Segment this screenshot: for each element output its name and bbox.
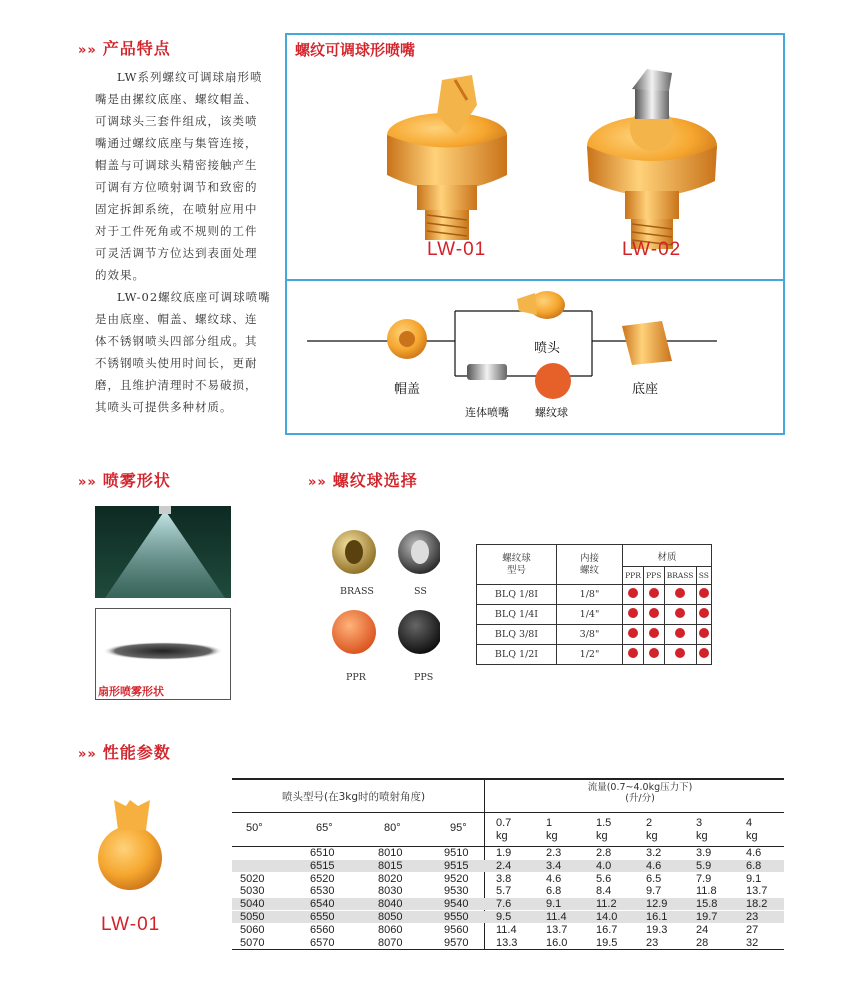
table-cell: 5040 [240, 898, 265, 911]
availability-cell [696, 645, 711, 665]
table-cell: 5030 [240, 885, 265, 898]
table-cell: 3.4 [546, 859, 562, 872]
availability-cell [644, 645, 664, 665]
available-dot-icon [649, 608, 659, 618]
availability-cell [623, 625, 644, 645]
table-cell: 2.4 [496, 859, 512, 872]
features-line: 其喷头可提供多种材质。 [95, 400, 233, 414]
table-cell: 5050 [240, 911, 265, 923]
pressure-header: 1 kg [546, 817, 558, 842]
table-cell: 1.9 [496, 847, 512, 859]
fan-spray-pattern [96, 609, 230, 679]
table-cell: 24 [696, 923, 709, 936]
pressure-header: 3 kg [696, 817, 708, 842]
table-cell: 8030 [378, 885, 403, 898]
table-cell: 2.3 [546, 847, 562, 859]
table-cell: 9540 [444, 898, 469, 911]
table-cell: 6560 [310, 923, 335, 936]
features-line: 可调球头三套件组成，该类喷 [95, 114, 258, 128]
pressure-header: 2 kg [646, 817, 658, 842]
cell-model: BLQ 1/8I [477, 585, 557, 605]
table-cell: 6510 [310, 847, 335, 859]
table-cell: 23 [746, 911, 759, 923]
performance-model-label: LW-01 [101, 914, 161, 935]
table-cell: 11.2 [596, 898, 617, 911]
ball-select-table [476, 544, 712, 665]
table-row [477, 585, 712, 605]
availability-cell [623, 585, 644, 605]
table-cell: 6.8 [746, 859, 762, 872]
features-line: 嘴是由摞纹底座、螺纹帽盖、 [95, 92, 258, 106]
table-cell: 19.5 [596, 936, 618, 949]
table-row [477, 645, 712, 665]
table-cell: 15.8 [696, 898, 718, 911]
features-line: 不锈钢喷头使用时间长，更耐 [95, 356, 258, 370]
features-title: 产品特点 [102, 39, 171, 58]
availability-cell [696, 605, 711, 625]
table-cell: 6.8 [546, 885, 562, 898]
availability-cell [664, 645, 696, 665]
table-cell: 4.6 [646, 859, 662, 872]
table-cell: 8015 [378, 859, 403, 872]
arrow-icon: »» [78, 43, 97, 58]
table-cell: 32 [746, 936, 759, 949]
cell-thread: 1/4" [557, 605, 623, 625]
availability-cell [623, 605, 644, 625]
features-line: 的效果。 [95, 268, 145, 282]
features-line: 对于工件死角或不规则的工件 [95, 224, 258, 238]
th-material: 材质 [623, 545, 712, 567]
features-line: LW-02螺纹底座可调球喷嘴 [117, 290, 271, 304]
arrow-icon: »» [308, 475, 327, 490]
th-sub-ss: SS [696, 567, 711, 585]
features-line: 磨，且维护清理时不易破损， [95, 378, 258, 392]
arrow-icon: »» [78, 747, 97, 762]
th-model: 螺纹球 型号 [477, 545, 557, 585]
table-cell: 11.4 [496, 923, 517, 936]
features-line: 可灵活调节方位达到表面处理 [95, 246, 258, 260]
table-cell: 6540 [310, 898, 335, 911]
table-cell: 9530 [444, 885, 469, 898]
th-sub-brass: BRASS [664, 567, 696, 585]
table-cell: 6530 [310, 885, 335, 898]
head-label: 喷头 [534, 341, 561, 356]
ppr-ball-icon [332, 610, 376, 654]
table-cell: 16.7 [596, 923, 618, 936]
available-dot-icon [675, 608, 685, 618]
lw01-label: LW-01 [427, 239, 487, 260]
table-cell: 18.2 [746, 898, 768, 911]
table-cell: 13.3 [496, 936, 518, 949]
table-cell: 16.1 [646, 911, 668, 923]
features-line: 嘴通过螺纹底座与集管连接， [95, 136, 258, 150]
table-cell: 16.0 [546, 936, 568, 949]
available-dot-icon [699, 588, 709, 598]
table-cell: 7.6 [496, 898, 512, 911]
table-cell: 5.6 [596, 872, 612, 885]
available-dot-icon [649, 648, 659, 658]
pps-ball-icon [398, 610, 440, 654]
cell-thread: 1/8" [557, 585, 623, 605]
integral-nozzle-icon [467, 364, 507, 380]
ppr-label: PPR [346, 672, 366, 683]
table-cell: 9.1 [546, 898, 562, 911]
available-dot-icon [628, 628, 638, 638]
ball-select-heading [308, 468, 418, 491]
cell-thread: 1/2" [557, 645, 623, 665]
perf-top-rule [232, 778, 784, 780]
availability-cell [644, 585, 664, 605]
features-text [95, 66, 275, 418]
table-cell: 8020 [378, 872, 403, 885]
features-line: 是由底座、帽盖、螺纹球、连 [95, 312, 258, 326]
table-cell: 9510 [444, 847, 469, 859]
performance-title: 性能参数 [102, 743, 171, 762]
availability-cell [696, 585, 711, 605]
table-cell: 14.0 [596, 911, 618, 923]
available-dot-icon [649, 588, 659, 598]
angle-header: 50° [246, 822, 263, 834]
availability-cell [644, 625, 664, 645]
brass-label: BRASS [340, 586, 374, 597]
table-cell: 27 [746, 923, 759, 936]
table-cell: 9.1 [746, 872, 762, 885]
table-cell: 13.7 [546, 923, 568, 936]
perf-bottom-rule [232, 949, 784, 950]
spray-title: 喷雾形状 [102, 471, 171, 490]
table-cell: 8060 [378, 923, 403, 936]
table-cell: 9520 [444, 872, 469, 885]
ball-label: 螺纹球 [535, 406, 568, 419]
table-cell: 8050 [378, 911, 403, 923]
availability-cell [664, 605, 696, 625]
availability-cell [644, 605, 664, 625]
table-cell: 23 [646, 936, 659, 949]
table-cell: 5070 [240, 936, 265, 949]
table-cell: 9550 [444, 911, 469, 923]
table-cell: 2.8 [596, 847, 612, 859]
table-cell: 5020 [240, 872, 265, 885]
table-cell: 3.8 [496, 872, 512, 885]
table-cell: 6515 [310, 859, 335, 872]
table-cell: 9560 [444, 923, 469, 936]
available-dot-icon [628, 608, 638, 618]
ball-select-title: 螺纹球选择 [332, 471, 418, 490]
perf-header-rule [232, 812, 784, 813]
table-row [477, 625, 712, 645]
available-dot-icon [699, 628, 709, 638]
table-cell: 9515 [444, 859, 469, 872]
available-dot-icon [675, 628, 685, 638]
availability-cell [664, 625, 696, 645]
lw02-nozzle-image [577, 61, 737, 255]
table-cell: 8010 [378, 847, 403, 859]
cell-thread: 3/8" [557, 625, 623, 645]
available-dot-icon [649, 628, 659, 638]
base-label: 底座 [632, 382, 659, 397]
table-cell: 4.6 [746, 847, 762, 859]
angle-header: 80° [384, 822, 401, 834]
table-cell: 3.9 [696, 847, 712, 859]
table-cell: 5.9 [696, 859, 712, 872]
table-cell: 4.0 [596, 859, 612, 872]
lw01-nozzle-image [367, 65, 527, 255]
ss-label: SS [414, 586, 427, 597]
features-line: 帽盖与可调球头精密接触产生 [95, 158, 258, 172]
table-cell: 12.9 [646, 898, 668, 911]
table-cell: 6.5 [646, 872, 662, 885]
pressure-header: 1.5 kg [596, 817, 612, 842]
table-cell: 9.7 [646, 885, 662, 898]
available-dot-icon [675, 588, 685, 598]
table-cell: 28 [696, 936, 709, 949]
product-box [285, 33, 785, 435]
th-sub-ppr: PPR [623, 567, 644, 585]
available-dot-icon [628, 648, 638, 658]
table-cell: 11.8 [696, 885, 717, 898]
table-cell: 19.3 [646, 923, 668, 936]
features-line: 体不锈钢喷头四部分组成。其 [95, 334, 258, 348]
integral-label: 连体喷嘴 [465, 406, 509, 419]
table-cell: 11.4 [546, 911, 567, 923]
table-cell: 5060 [240, 923, 265, 936]
table-cell: 9570 [444, 936, 469, 949]
table-cell: 3.2 [646, 847, 662, 859]
available-dot-icon [699, 648, 709, 658]
fan-spray-caption: 扇形喷雾形状 [98, 685, 164, 698]
available-dot-icon [628, 588, 638, 598]
arrow-icon: »» [78, 475, 97, 490]
table-cell: 13.7 [746, 885, 768, 898]
perf-model-header: 喷头型号(在3kg时的喷射角度) [282, 791, 426, 803]
pressure-header: 4 kg [746, 817, 758, 842]
angle-header: 65° [316, 822, 333, 834]
table-cell: 5.7 [496, 885, 512, 898]
table-cell: 8040 [378, 898, 403, 911]
table-cell: 6570 [310, 936, 335, 949]
availability-cell [696, 625, 711, 645]
table-cell: 19.7 [696, 911, 718, 923]
cell-model: BLQ 1/4I [477, 605, 557, 625]
available-dot-icon [675, 648, 685, 658]
features-line: 可调有方位喷射调节和致密的 [95, 180, 258, 194]
pressure-header: 0.7 kg [496, 817, 512, 842]
perf-flow-header: 流量(0.7~4.0kg压力下) (升/分) [587, 782, 693, 804]
features-line: 固定拆卸系统，在喷射应用中 [95, 202, 258, 216]
table-cell: 8070 [378, 936, 403, 949]
table-cell: 4.6 [546, 872, 562, 885]
lw02-label: LW-02 [622, 239, 682, 260]
table-cell: 9.5 [496, 911, 512, 923]
angle-header: 95° [450, 822, 467, 834]
features-line: LW系列螺纹可调球扇形喷 [117, 70, 263, 84]
cap-label: 帽盖 [394, 382, 421, 397]
spray-photo [95, 506, 231, 598]
base-part-icon [622, 321, 672, 365]
availability-cell [623, 645, 644, 665]
fan-spray-box [95, 608, 231, 700]
table-cell: 8.4 [596, 885, 612, 898]
table-cell: 6520 [310, 872, 335, 885]
pps-label: PPS [414, 672, 434, 683]
cell-model: BLQ 1/2I [477, 645, 557, 665]
availability-cell [664, 585, 696, 605]
available-dot-icon [699, 608, 709, 618]
table-row [477, 605, 712, 625]
table-cell: 7.9 [696, 872, 712, 885]
performance-heading [78, 740, 171, 763]
cell-model: BLQ 3/8I [477, 625, 557, 645]
spray-heading [78, 468, 171, 491]
ball-part-icon [535, 363, 571, 399]
table-cell: 6550 [310, 911, 335, 923]
product-box-title: 螺纹可调球形喷嘴 [295, 41, 416, 59]
lw01-ball-image [94, 796, 166, 896]
th-thread: 内接 螺纹 [557, 545, 623, 585]
features-heading [78, 36, 171, 59]
th-sub-pps: PPS [644, 567, 664, 585]
